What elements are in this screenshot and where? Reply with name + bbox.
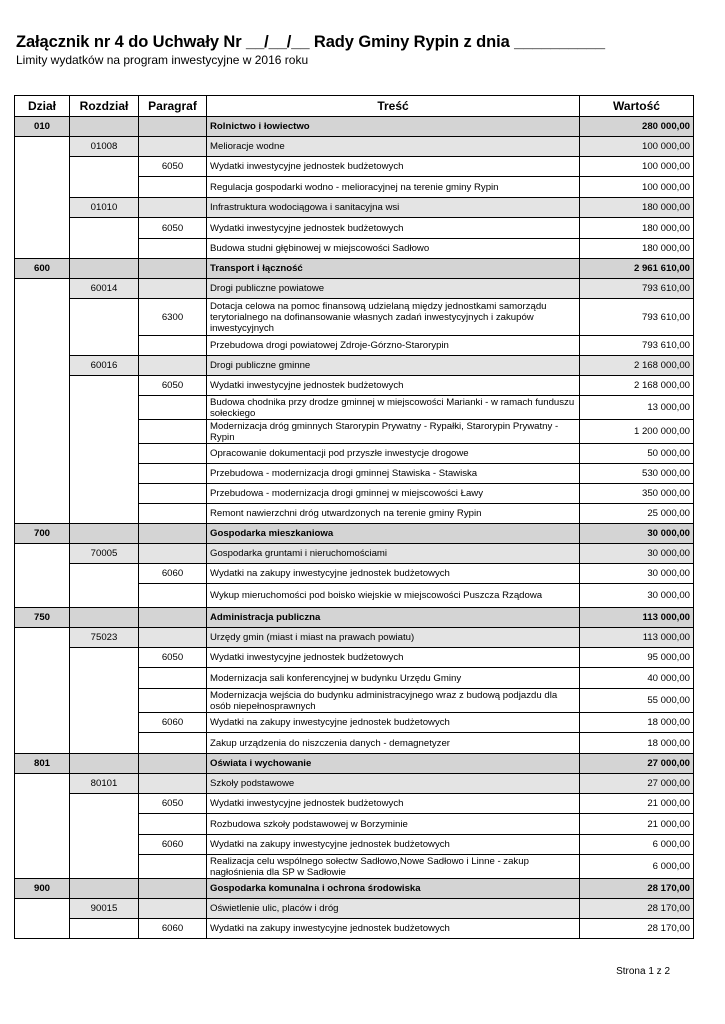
tresc-cell: Wydatki na zakupy inwestycyjne jednostek budżetowych [207,919,580,939]
paragraf-code: 6300 [139,299,207,336]
wartosc-cell: 28 170,00 [580,879,694,899]
rozdzial-code: 70005 [70,544,139,564]
wartosc-cell: 27 000,00 [580,754,694,774]
tresc-cell: Wydatki inwestycyjne jednostek budżetowych [207,218,580,239]
wartosc-cell: 30 000,00 [580,524,694,544]
tresc-cell: Remont nawierzchni dróg utwardzonych na terenie gminy Rypin [207,504,580,524]
wartosc-cell: 25 000,00 [580,504,694,524]
empty-cell [70,524,139,544]
empty-cell [139,814,207,835]
tresc-cell: Drogi publiczne gminne [207,356,580,376]
empty-cell [139,899,207,919]
wartosc-cell: 793 610,00 [580,279,694,299]
wartosc-cell: 113 000,00 [580,608,694,628]
table-header-row [15,96,694,117]
tresc-cell: Dotacja celowa na pomoc finansową udzielaną między jednostkami samorządu terytorialnego na dofinansowanie własnych zadań inwestycyjnych i zakupów inwestycyjnych [207,299,580,336]
rozdzial-code: 01008 [70,137,139,157]
paragraf-code: 6050 [139,376,207,396]
wartosc-cell: 13 000,00 [580,396,694,420]
wartosc-cell: 100 000,00 [580,177,694,198]
tresc-cell: Melioracje wodne [207,137,580,157]
rozdzial-code: 60014 [70,279,139,299]
tresc-cell: Wydatki inwestycyjne jednostek budżetowych [207,376,580,396]
column-header-rozdzial: Rozdział [70,96,139,117]
wartosc-cell: 21 000,00 [580,794,694,814]
tresc-cell: Oświata i wychowanie [207,754,580,774]
tresc-cell: Infrastruktura wodociągowa i sanitacyjna wsi [207,198,580,218]
tresc-cell: Przebudowa drogi powiatowej Zdroje-Górzno-Starorypin [207,336,580,356]
empty-cell [139,198,207,218]
paragraf-code: 6060 [139,919,207,939]
rozdzial-row [15,544,694,564]
empty-cell [139,484,207,504]
dzial-row [15,754,694,774]
wartosc-cell: 28 170,00 [580,899,694,919]
rozdzial-row [15,774,694,794]
rozdzial-row [15,628,694,648]
empty-cell [139,137,207,157]
tresc-cell: Wydatki na zakupy inwestycyjne jednostek budżetowych [207,564,580,584]
paragraf-code: 6050 [139,794,207,814]
tresc-cell: Wydatki inwestycyjne jednostek budżetowych [207,794,580,814]
rozdzial-row [15,356,694,376]
wartosc-cell: 113 000,00 [580,628,694,648]
empty-cell [139,855,207,879]
wartosc-cell: 21 000,00 [580,814,694,835]
empty-cell [70,299,139,356]
paragraf-row [15,648,694,668]
wartosc-cell: 100 000,00 [580,137,694,157]
table-body [15,117,694,939]
tresc-cell: Budowa studni głębinowej w miejscowości Sadłowo [207,239,580,259]
tresc-cell: Wydatki inwestycyjne jednostek budżetowych [207,648,580,668]
wartosc-cell: 27 000,00 [580,774,694,794]
empty-cell [15,544,70,608]
empty-cell [70,117,139,137]
tresc-cell: Administracja publiczna [207,608,580,628]
wartosc-cell: 55 000,00 [580,689,694,713]
dzial-code: 750 [15,608,70,628]
tresc-cell: Wydatki na zakupy inwestycyjne jednostek budżetowych [207,835,580,855]
rozdzial-row [15,198,694,218]
column-header-dzial: Dział [15,96,70,117]
empty-cell [15,279,70,524]
tresc-cell: Wydatki na zakupy inwestycyjne jednostek budżetowych [207,713,580,733]
wartosc-cell: 1 200 000,00 [580,420,694,444]
dzial-code: 700 [15,524,70,544]
document-title: Załącznik nr 4 do Uchwały Nr __/__/__ Rady Gminy Rypin z dnia __________ [16,33,605,51]
tresc-cell: Regulacja gospodarki wodno - melioracyjnej na terenie gminy Rypin [207,177,580,198]
empty-cell [139,879,207,899]
empty-cell [70,376,139,524]
column-header-wartosc: Wartość [580,96,694,117]
wartosc-cell: 28 170,00 [580,919,694,939]
empty-cell [70,754,139,774]
dzial-code: 801 [15,754,70,774]
wartosc-cell: 6 000,00 [580,835,694,855]
tresc-cell: Rozbudowa szkoły podstawowej w Borzyminie [207,814,580,835]
paragraf-row [15,794,694,814]
empty-cell [139,336,207,356]
tresc-cell: Zakup urządzenia do niszczenia danych - demagnetyzer [207,733,580,754]
page-number: Strona 1 z 2 [616,966,670,977]
wartosc-cell: 530 000,00 [580,464,694,484]
tresc-cell: Drogi publiczne powiatowe [207,279,580,299]
empty-cell [70,648,139,754]
empty-cell [70,564,139,608]
wartosc-cell: 40 000,00 [580,668,694,689]
empty-cell [139,504,207,524]
wartosc-cell: 2 168 000,00 [580,356,694,376]
wartosc-cell: 18 000,00 [580,713,694,733]
empty-cell [139,754,207,774]
empty-cell [139,668,207,689]
rozdzial-row [15,279,694,299]
empty-cell [15,899,70,939]
rozdzial-code: 75023 [70,628,139,648]
wartosc-cell: 2 961 610,00 [580,259,694,279]
wartosc-cell: 793 610,00 [580,336,694,356]
empty-cell [139,628,207,648]
tresc-cell: Przebudowa - modernizacja drogi gminnej Stawiska - Stawiska [207,464,580,484]
tresc-cell: Modernizacja dróg gminnych Starorypin Prywatny - Rypałki, Starorypin Prywatny - Rypin [207,420,580,444]
paragraf-row [15,564,694,584]
tresc-cell: Opracowanie dokumentacji pod przyszłe inwestycje drogowe [207,444,580,464]
dzial-row [15,524,694,544]
tresc-cell: Rolnictwo i łowiectwo [207,117,580,137]
wartosc-cell: 280 000,00 [580,117,694,137]
tresc-cell: Realizacja celu wspólnego sołectw Sadłowo,Nowe Sadłowo i Linne - zakup nagłośnienia dla SP w Sadłowie [207,855,580,879]
tresc-cell: Urzędy gmin (miast i miast na prawach powiatu) [207,628,580,648]
tresc-cell: Gospodarka komunalna i ochrona środowiska [207,879,580,899]
empty-cell [139,584,207,608]
empty-cell [70,794,139,879]
empty-cell [70,919,139,939]
paragraf-code: 6050 [139,648,207,668]
rozdzial-row [15,899,694,919]
wartosc-cell: 18 000,00 [580,733,694,754]
dzial-code: 010 [15,117,70,137]
tresc-cell: Oświetlenie ulic, placów i dróg [207,899,580,919]
rozdzial-code: 01010 [70,198,139,218]
empty-cell [139,177,207,198]
wartosc-cell: 180 000,00 [580,198,694,218]
tresc-cell: Gospodarka mieszkaniowa [207,524,580,544]
dzial-code: 600 [15,259,70,279]
wartosc-cell: 6 000,00 [580,855,694,879]
empty-cell [139,524,207,544]
tresc-cell: Transport i łączność [207,259,580,279]
wartosc-cell: 30 000,00 [580,564,694,584]
empty-cell [139,259,207,279]
column-header-tresc: Treść [207,96,580,117]
empty-cell [139,774,207,794]
paragraf-row [15,218,694,239]
empty-cell [70,259,139,279]
tresc-cell: Wydatki inwestycyjne jednostek budżetowych [207,157,580,177]
empty-cell [139,689,207,713]
empty-cell [139,356,207,376]
wartosc-cell: 50 000,00 [580,444,694,464]
wartosc-cell: 2 168 000,00 [580,376,694,396]
paragraf-code: 6060 [139,713,207,733]
dzial-code: 900 [15,879,70,899]
dzial-row [15,608,694,628]
dzial-row [15,879,694,899]
empty-cell [139,117,207,137]
paragraf-code: 6060 [139,564,207,584]
empty-cell [139,544,207,564]
rozdzial-code: 80101 [70,774,139,794]
wartosc-cell: 180 000,00 [580,239,694,259]
wartosc-cell: 350 000,00 [580,484,694,504]
tresc-cell: Szkoły podstawowe [207,774,580,794]
empty-cell [139,279,207,299]
empty-cell [15,774,70,879]
wartosc-cell: 100 000,00 [580,157,694,177]
tresc-cell: Wykup mieruchomości pod boisko wiejskie w miejscowości Puszcza Rządowa [207,584,580,608]
wartosc-cell: 180 000,00 [580,218,694,239]
tresc-cell: Modernizacja sali konferencyjnej w budynku Urzędu Gminy [207,668,580,689]
empty-cell [139,420,207,444]
paragraf-code: 6050 [139,157,207,177]
tresc-cell: Przebudowa - modernizacja drogi gminnej w miejscowości Ławy [207,484,580,504]
empty-cell [139,396,207,420]
wartosc-cell: 30 000,00 [580,544,694,564]
rozdzial-code: 90015 [70,899,139,919]
tresc-cell: Budowa chodnika przy drodze gminnej w miejscowości Marianki - w ramach funduszu sołeckiego [207,396,580,420]
empty-cell [139,444,207,464]
empty-cell [70,157,139,198]
dzial-row [15,117,694,137]
paragraf-code: 6060 [139,835,207,855]
tresc-cell: Modernizacja wejścia do budynku administracyjnego wraz z budową podjazdu dla osób niepełnosprawnych [207,689,580,713]
paragraf-row [15,919,694,939]
empty-cell [70,218,139,259]
empty-cell [70,608,139,628]
wartosc-cell: 95 000,00 [580,648,694,668]
wartosc-cell: 30 000,00 [580,584,694,608]
empty-cell [15,137,70,259]
empty-cell [15,628,70,754]
paragraf-row [15,376,694,396]
rozdzial-row [15,137,694,157]
empty-cell [70,879,139,899]
tresc-cell: Gospodarka gruntami i nieruchomościami [207,544,580,564]
column-header-paragraf: Paragraf [139,96,207,117]
budget-table [14,95,694,939]
empty-cell [139,733,207,754]
rozdzial-code: 60016 [70,356,139,376]
empty-cell [139,239,207,259]
paragraf-row [15,299,694,336]
paragraf-row [15,157,694,177]
empty-cell [139,608,207,628]
paragraf-code: 6050 [139,218,207,239]
dzial-row [15,259,694,279]
document-subtitle: Limity wydatków na program inwestycyjne w 2016 roku [16,53,309,67]
wartosc-cell: 793 610,00 [580,299,694,336]
empty-cell [139,464,207,484]
